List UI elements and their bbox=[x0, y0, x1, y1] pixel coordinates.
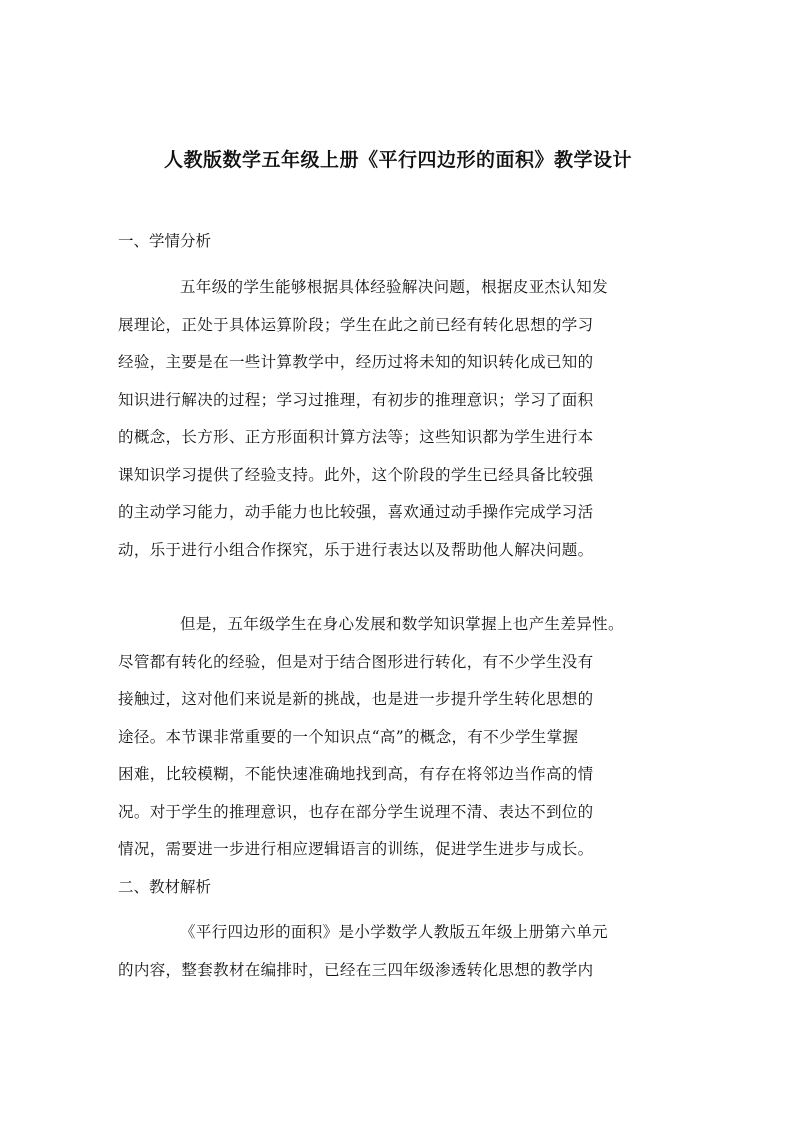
section-heading-textbook-analysis: 二、教材解析 bbox=[118, 878, 212, 896]
paragraph-line: 的主动学习能力，动手能力也比较强，喜欢通过动手操作完成学习活 bbox=[118, 503, 594, 521]
section-heading-learning-analysis: 一、学情分析 bbox=[118, 232, 212, 250]
paragraph-line: 接触过，这对他们来说是新的挑战，也是进一步提升学生转化思想的 bbox=[118, 690, 594, 708]
paragraph-line: 途径。本节课非常重要的一个知识点“高”的概念，有不少学生掌握 bbox=[118, 728, 579, 746]
paragraph-line: 情况，需要进一步进行相应逻辑语言的训练，促进学生进步与成长。 bbox=[118, 840, 594, 858]
paragraph-line: 五年级的学生能够根据具体经验解决问题，根据皮亚杰认知发 bbox=[180, 278, 608, 296]
paragraph-line: 况。对于学生的推理意识，也存在部分学生说理不清、表达不到位的 bbox=[118, 803, 594, 821]
paragraph-line: 的内容，整套教材在编排时，已经在三四年级渗透转化思想的教学内 bbox=[118, 961, 594, 979]
paragraph-line: 课知识学习提供了经验支持。此外，这个阶段的学生已经具备比较强 bbox=[118, 466, 594, 484]
paragraph-line: 经验，主要是在一些计算教学中，经历过将未知的知识转化成已知的 bbox=[118, 353, 594, 371]
paragraph-line: 知识进行解决的过程；学习过推理，有初步的推理意识；学习了面积 bbox=[118, 391, 594, 409]
paragraph-line: 的概念，长方形、正方形面积计算方法等；这些知识都为学生进行本 bbox=[118, 428, 594, 446]
paragraph-line: 动，乐于进行小组合作探究，乐于进行表达以及帮助他人解决问题。 bbox=[118, 541, 594, 559]
paragraph-line: 展理论，正处于具体运算阶段；学生在此之前已经有转化思想的学习 bbox=[118, 316, 594, 334]
paragraph-line: 尽管都有转化的经验，但是对于结合图形进行转化，有不少学生没有 bbox=[118, 653, 594, 671]
document-title: 人教版数学五年级上册《平行四边形的面积》教学设计 bbox=[163, 149, 632, 171]
paragraph-line: 《平行四边形的面积》是小学数学人教版五年级上册第六单元 bbox=[180, 923, 608, 941]
paragraph-line: 但是，五年级学生在身心发展和数学知识掌握上也产生差异性。 bbox=[180, 615, 624, 633]
paragraph-line: 困难，比较模糊，不能快速准确地找到高，有存在将邻边当作高的情 bbox=[118, 765, 594, 783]
